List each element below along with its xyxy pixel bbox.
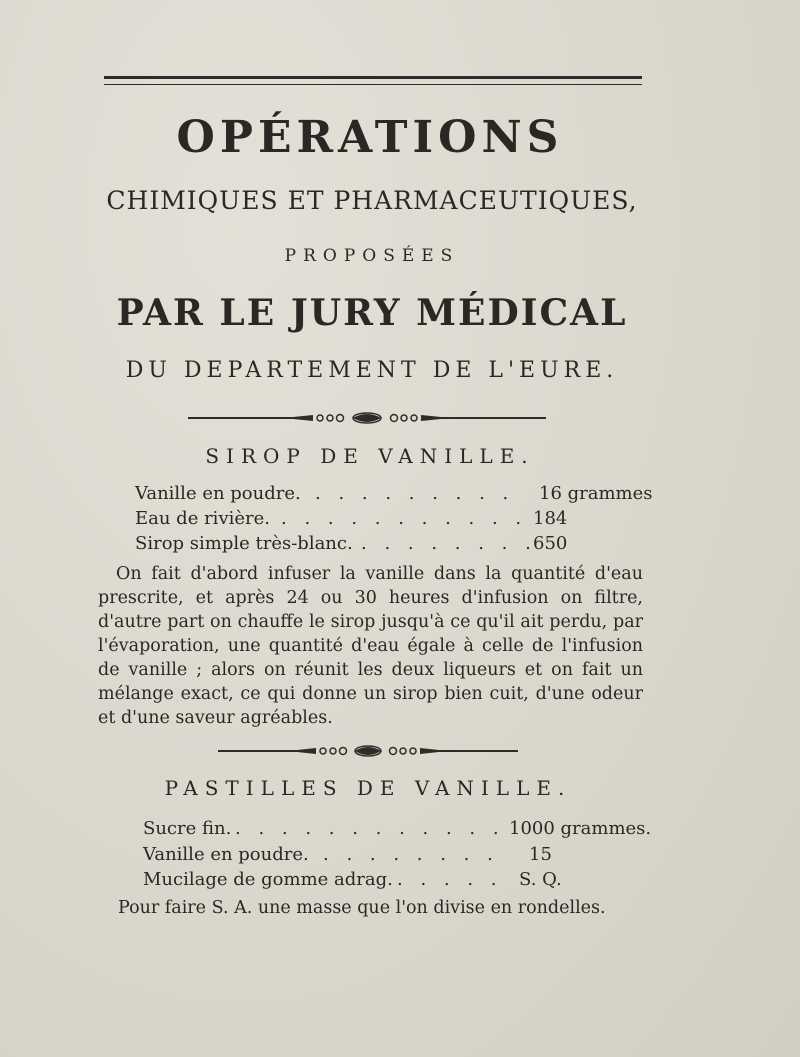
- ingredient-qty: 1000 grammes.: [509, 818, 652, 839]
- top-double-rule: [104, 76, 642, 85]
- ingredient-qty: 184: [533, 508, 568, 529]
- ornament-divider-2: [218, 744, 518, 758]
- leader-dots: . . . . . . . .: [323, 844, 499, 865]
- title-operations: OPÉRATIONS: [176, 112, 564, 163]
- title-jury-medical: PAR LE JURY MÉDICAL: [116, 292, 628, 334]
- ingredient-name: Sirop simple très-blanc.: [135, 533, 353, 554]
- leader-dots: . . . . . . . . .: [315, 483, 515, 504]
- ingredient-name: Vanille en poudre.: [135, 483, 301, 504]
- ingredient-name: Eau de rivière.: [135, 508, 270, 529]
- ingredient-qty: 15: [529, 844, 552, 865]
- section-title-sirop: SIROP DE VANILLE.: [205, 444, 535, 468]
- title-departement: DU DEPARTEMENT DE L'EURE.: [125, 358, 619, 383]
- title-proposees: PROPOSÉES: [284, 246, 460, 266]
- ornament-divider-1: [188, 411, 546, 425]
- leader-dots: . . . . . . . . . . .: [281, 508, 528, 529]
- paragraph-sirop-instructions: On fait d'abord infuser la vanille dans la quantité d'eau prescrite, et après 24 ou 30 heures d'infusion on filtre, d'autre part on chauffe le sirop jusqu'à ce qu'il ait perdu, par l'évaporation, une quantité d'eau égale à celle de l'infusion de vanille ; alors on réunit les deux liqueurs et on fait un mélange exact, ce qui donne un sirop bien cuit, d'une odeur et d'une saveur agréables.: [98, 564, 643, 728]
- paragraph-pastilles-instructions: Pour faire S. A. une masse que l'on divise en rondelles.: [118, 898, 606, 918]
- ingredient-name: Sucre fin.: [143, 818, 232, 839]
- ingredient-qty: 16 grammes: [539, 483, 653, 504]
- ingredient-qty: 650: [533, 533, 568, 554]
- ingredient-name: Vanille en poudre.: [143, 844, 309, 865]
- leader-dots: . . . . . . . . . . . .: [235, 818, 505, 839]
- ingredient-qty: S. Q.: [519, 869, 562, 890]
- leader-dots: . . . . . . . .: [361, 533, 537, 554]
- section-title-pastilles: PASTILLES DE VANILLE.: [164, 776, 572, 800]
- title-chimiques: CHIMIQUES ET PHARMACEUTIQUES,: [106, 186, 638, 215]
- leader-dots: . . . . .: [397, 869, 503, 890]
- ingredient-name: Mucilage de gomme adrag.: [143, 869, 393, 890]
